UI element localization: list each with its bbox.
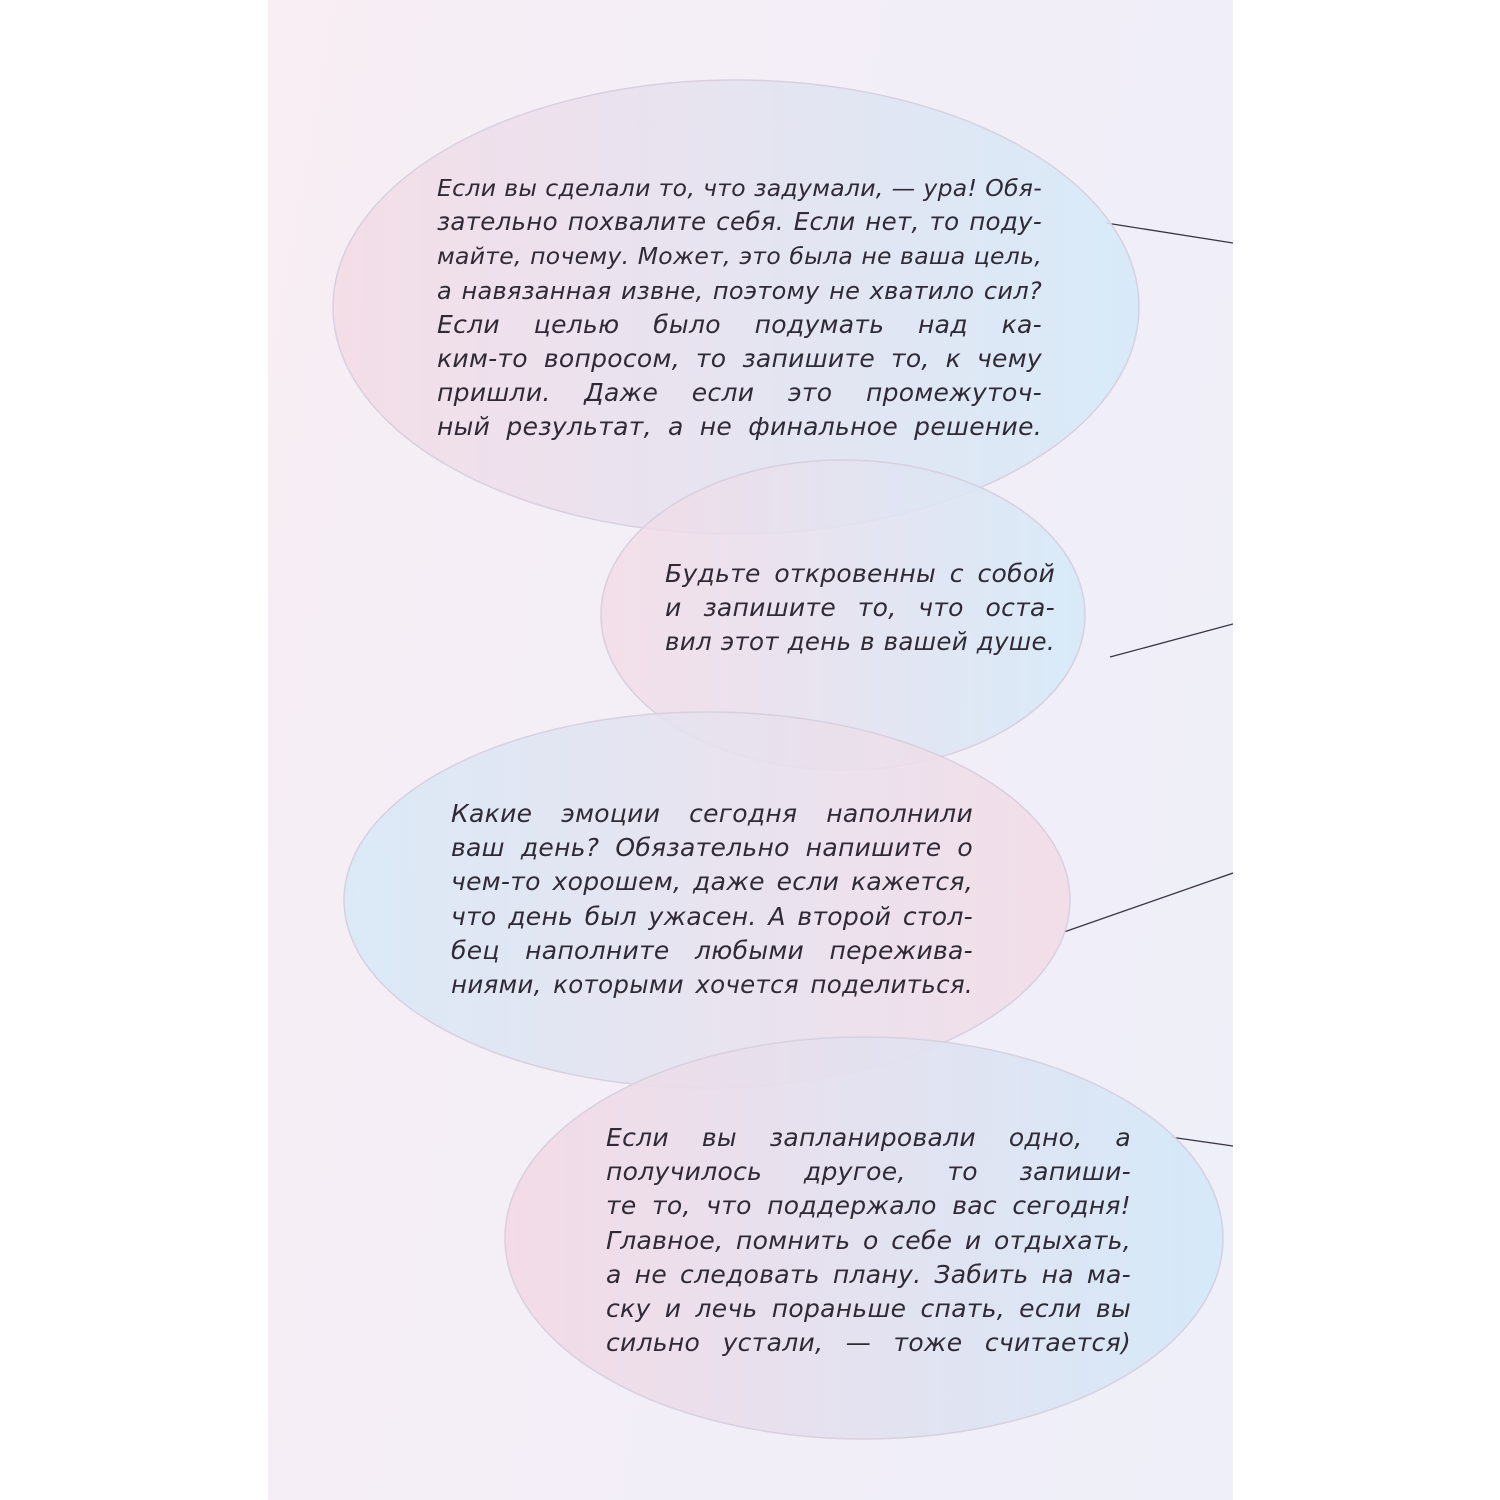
text-line: пришли. Даже если это промежуточ-: [437, 378, 1042, 408]
text-line: бец наполните любыми пережива-: [451, 935, 973, 965]
text-line: майте, почему. Может, это была не ваша цель,: [437, 242, 1042, 271]
text-line: ску и лечь пораньше спать, если вы: [606, 1294, 1131, 1324]
bubble-3-text: [451, 797, 973, 1002]
text-line: ким-то вопросом, то запишите то, к чему: [437, 344, 1042, 374]
text-line: получилось другое, то запиши-: [606, 1157, 1131, 1187]
text-line: Если целью было подумать над ка-: [437, 309, 1042, 339]
text-line: Если вы запланировали одно, а: [606, 1123, 1131, 1152]
text-line: и запишите то, что оста-: [665, 593, 1055, 623]
text-line: зательно похвалите себя. Если нет, то поду-: [437, 207, 1042, 237]
text-line: ниями, которыми хочется поделиться.: [451, 970, 973, 1000]
text-line: Будьте откровенны с собой: [665, 559, 1055, 588]
text-line: ный результат, а не финальное решение.: [437, 412, 1042, 442]
text-line: что день был ужасен. А второй стол-: [451, 901, 973, 931]
bubble-2-text: [665, 557, 1055, 660]
text-line: Если вы сделали то, что задумали, — ура! Обя-: [437, 174, 1042, 202]
text-line: Главное, помнить о себе и отдыхать,: [606, 1225, 1131, 1255]
bubble-4-text: [606, 1121, 1131, 1360]
connector-line-1: [1106, 223, 1233, 243]
bubble-1-text: [437, 171, 1042, 445]
connector-line-3: [1064, 873, 1233, 932]
text-line: а навязанная извне, поэтому не хватило сил?: [437, 276, 1042, 305]
connector-line-2: [1110, 624, 1233, 657]
book-page: [268, 0, 1233, 1500]
text-line: ваш день? Обязательно напишите о: [451, 833, 973, 863]
text-line: а не следовать плану. Забить на ма-: [606, 1259, 1131, 1289]
text-line: Какие эмоции сегодня наполнили: [451, 799, 973, 828]
text-line: те то, что поддержало вас сегодня!: [606, 1191, 1131, 1221]
text-line: вил этот день в вашей душе.: [665, 627, 1055, 657]
text-line: чем-то хорошем, даже если кажется,: [451, 867, 973, 897]
text-line: сильно устали, — тоже считается): [606, 1328, 1131, 1358]
